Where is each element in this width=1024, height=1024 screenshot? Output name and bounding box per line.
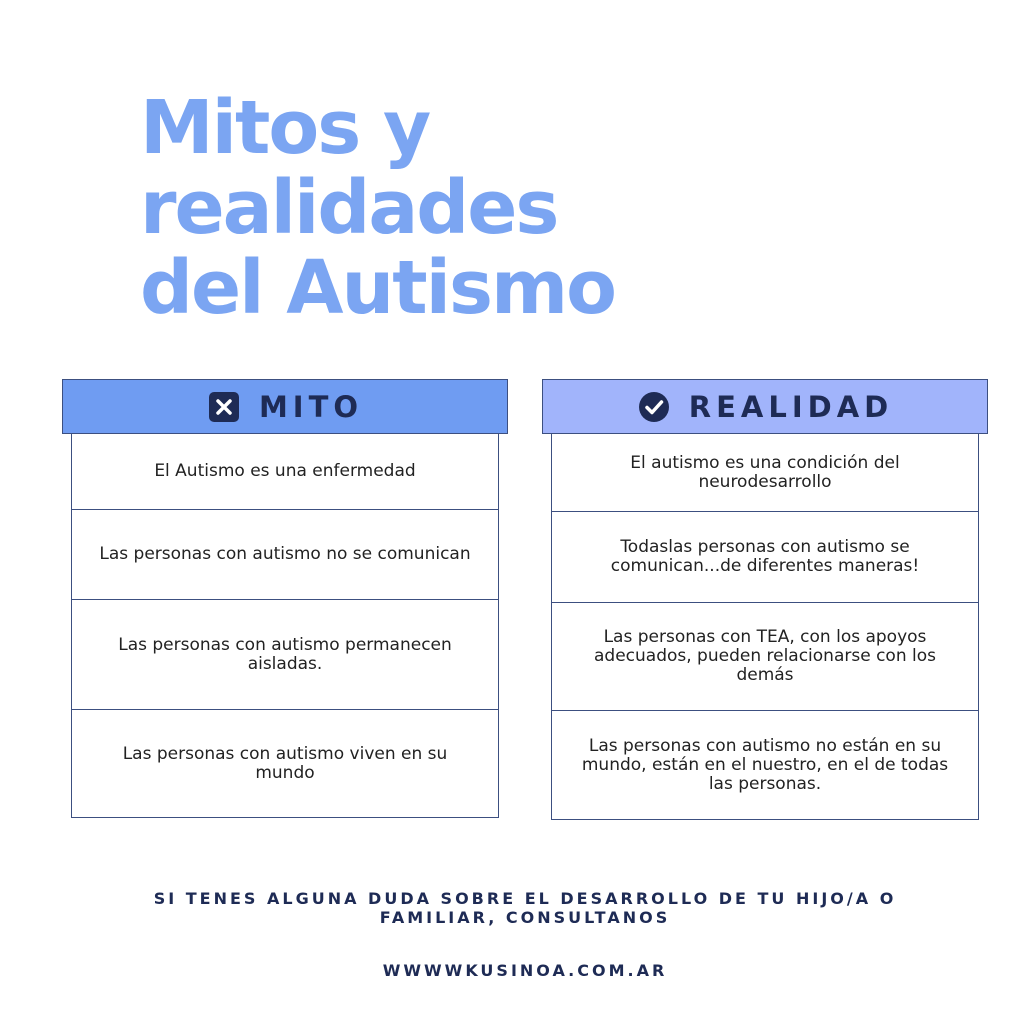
mito-row: Las personas con autismo viven en su mundo bbox=[72, 709, 498, 817]
mito-header bbox=[62, 379, 508, 434]
mito-row: El Autismo es una enfermedad bbox=[154, 461, 416, 481]
contact-message: SI TENES ALGUNA DUDA SOBRE EL DESARROLLO DE TU HIJO/A O FAMILIAR, CONSULTANOS bbox=[153, 889, 897, 927]
realidad-row: Las personas con autismo no están en su mundo, están en el nuestro, en el de todas las personas. bbox=[552, 710, 978, 819]
website-url: WWWWKUSINOA.COM.AR bbox=[382, 961, 668, 980]
title-line-2: realidades bbox=[140, 165, 558, 251]
realidad-row: El autismo es una condición del neurodesarrollo bbox=[630, 452, 900, 492]
mito-list bbox=[71, 434, 499, 818]
realidad-header bbox=[542, 379, 988, 434]
check-circle-icon bbox=[637, 390, 671, 424]
x-mark-square-icon bbox=[207, 390, 241, 424]
mito-row: Las personas con autismo no se comunican bbox=[72, 509, 498, 599]
realidad-header-label: REALIDAD bbox=[688, 389, 894, 424]
mito-row: Las personas con autismo permanecen aisladas. bbox=[72, 599, 498, 709]
realidad-list bbox=[551, 434, 979, 820]
mito-column bbox=[62, 379, 508, 818]
realidad-row: Todaslas personas con autismo se comunican...de diferentes maneras! bbox=[552, 511, 978, 602]
title-line-1: Mitos y bbox=[140, 85, 430, 171]
title-line-3: del Autismo bbox=[140, 245, 615, 331]
realidad-row: Las personas con TEA, con los apoyos adecuados, pueden relacionarse con los demás bbox=[552, 602, 978, 710]
page-title bbox=[140, 85, 615, 331]
mito-header-label: MITO bbox=[258, 389, 364, 424]
realidad-column bbox=[542, 379, 988, 820]
